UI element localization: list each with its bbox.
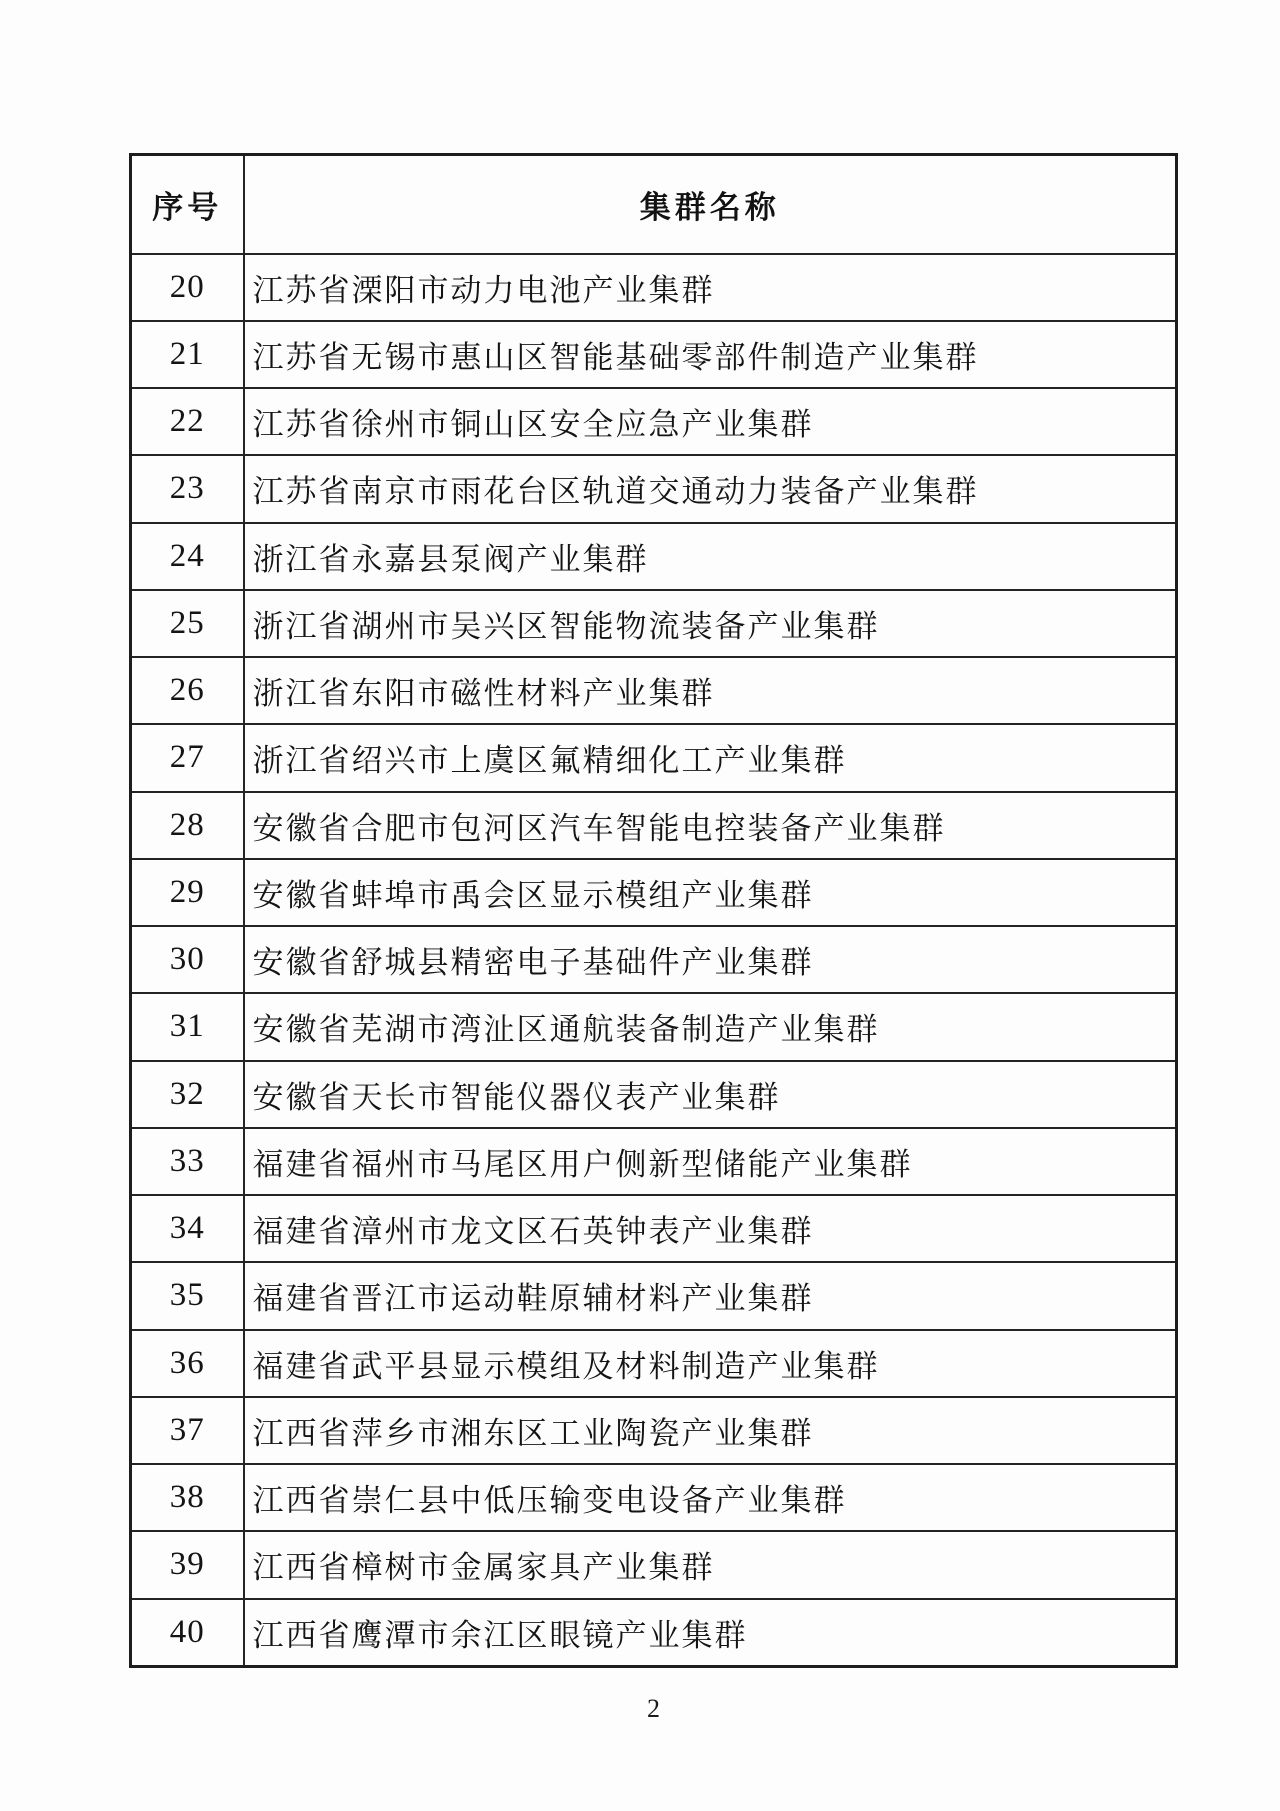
row-number: 40: [131, 1599, 244, 1667]
row-number: 20: [131, 254, 244, 321]
cluster-name: 江西省萍乡市湘东区工业陶瓷产业集群: [244, 1397, 1177, 1464]
row-number: 23: [131, 455, 244, 522]
table-row: [131, 792, 1177, 859]
table-row: [131, 657, 1177, 724]
cluster-name: 福建省福州市马尾区用户侧新型储能产业集群: [244, 1128, 1177, 1195]
row-number: 29: [131, 859, 244, 926]
cluster-name: 浙江省绍兴市上虞区氟精细化工产业集群: [244, 724, 1177, 791]
row-number: 35: [131, 1262, 244, 1329]
row-number: 39: [131, 1531, 244, 1598]
table-row: [131, 993, 1177, 1060]
row-number: 36: [131, 1330, 244, 1397]
col-header-cluster-name: 集群名称: [244, 155, 1177, 254]
cluster-name: 浙江省东阳市磁性材料产业集群: [244, 657, 1177, 724]
table-row: [131, 926, 1177, 993]
table-row: [131, 388, 1177, 455]
row-number: 38: [131, 1464, 244, 1531]
row-number: 25: [131, 590, 244, 657]
row-number: 21: [131, 321, 244, 388]
table-row: [131, 1397, 1177, 1464]
row-number: 27: [131, 724, 244, 791]
row-number: 22: [131, 388, 244, 455]
cluster-name: 浙江省永嘉县泵阀产业集群: [244, 523, 1177, 590]
table-row: [131, 724, 1177, 791]
table-row: [131, 590, 1177, 657]
cluster-name: 江西省樟树市金属家具产业集群: [244, 1531, 1177, 1598]
table-row: [131, 1128, 1177, 1195]
cluster-name: 安徽省天长市智能仪器仪表产业集群: [244, 1061, 1177, 1128]
row-number: 32: [131, 1061, 244, 1128]
page-number: 2: [647, 1694, 660, 1723]
cluster-name: 江苏省无锡市惠山区智能基础零部件制造产业集群: [244, 321, 1177, 388]
cluster-name: 江西省鹰潭市余江区眼镜产业集群: [244, 1599, 1177, 1667]
row-number: 24: [131, 523, 244, 590]
cluster-name: 福建省晋江市运动鞋原辅材料产业集群: [244, 1262, 1177, 1329]
cluster-table: [129, 153, 1178, 1668]
row-number: 33: [131, 1128, 244, 1195]
cluster-name: 江苏省南京市雨花台区轨道交通动力装备产业集群: [244, 455, 1177, 522]
table-row: [131, 1262, 1177, 1329]
table-row: [131, 455, 1177, 522]
cluster-name: 福建省漳州市龙文区石英钟表产业集群: [244, 1195, 1177, 1262]
cluster-name: 江苏省徐州市铜山区安全应急产业集群: [244, 388, 1177, 455]
table-row: [131, 523, 1177, 590]
table-row: [131, 321, 1177, 388]
table-row: [131, 859, 1177, 926]
row-number: 31: [131, 993, 244, 1060]
cluster-name: 安徽省合肥市包河区汽车智能电控装备产业集群: [244, 792, 1177, 859]
cluster-name: 浙江省湖州市吴兴区智能物流装备产业集群: [244, 590, 1177, 657]
cluster-name: 江西省崇仁县中低压输变电设备产业集群: [244, 1464, 1177, 1531]
row-number: 30: [131, 926, 244, 993]
col-header-number: 序号: [131, 155, 244, 254]
row-number: 26: [131, 657, 244, 724]
cluster-name: 安徽省蚌埠市禹会区显示模组产业集群: [244, 859, 1177, 926]
table-header-row: [131, 155, 1177, 254]
table-row: [131, 254, 1177, 321]
table-row: [131, 1531, 1177, 1598]
table-row: [131, 1464, 1177, 1531]
cluster-name: 安徽省芜湖市湾沚区通航装备制造产业集群: [244, 993, 1177, 1060]
table-row: [131, 1195, 1177, 1262]
table-row: [131, 1061, 1177, 1128]
cluster-name: 安徽省舒城县精密电子基础件产业集群: [244, 926, 1177, 993]
table-row: [131, 1599, 1177, 1667]
table-row: [131, 1330, 1177, 1397]
row-number: 37: [131, 1397, 244, 1464]
cluster-name: 福建省武平县显示模组及材料制造产业集群: [244, 1330, 1177, 1397]
row-number: 34: [131, 1195, 244, 1262]
row-number: 28: [131, 792, 244, 859]
cluster-name: 江苏省溧阳市动力电池产业集群: [244, 254, 1177, 321]
